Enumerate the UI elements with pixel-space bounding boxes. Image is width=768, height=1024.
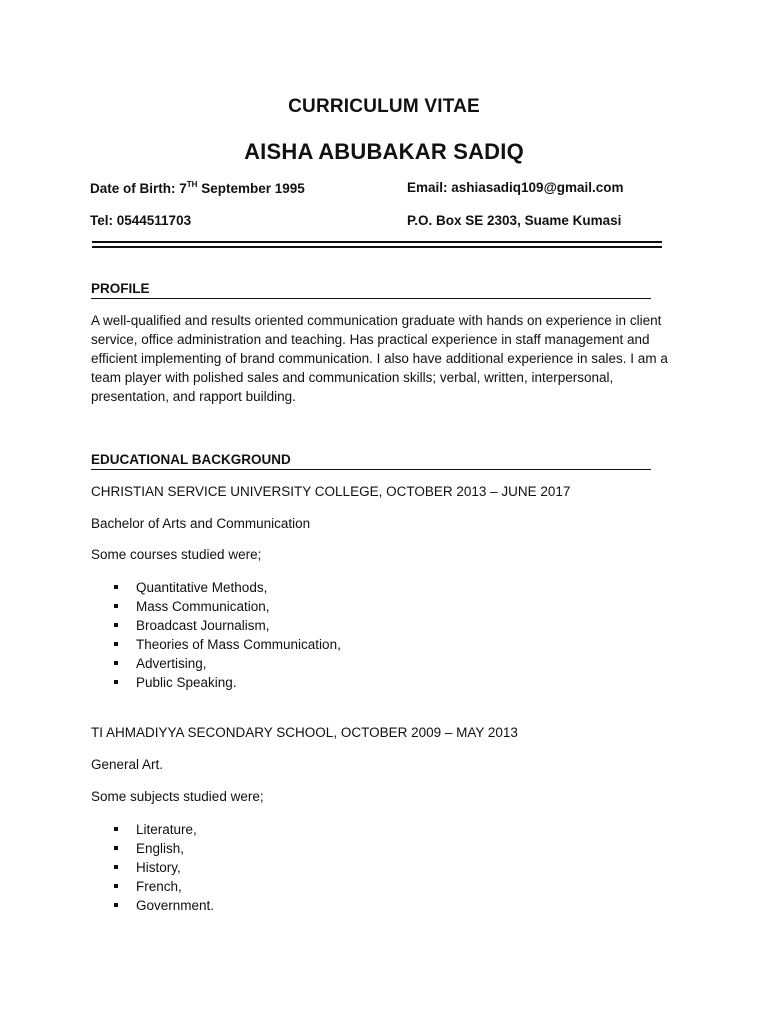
- university-entry: CHRISTIAN SERVICE UNIVERSITY COLLEGE, OCTOBER 2013 – JUNE 2017: [91, 484, 571, 499]
- subject-label: French,: [136, 879, 182, 894]
- profile-heading: PROFILE: [91, 280, 651, 299]
- subjects-intro: Some subjects studied were;: [91, 789, 264, 804]
- document-title: CURRICULUM VITAE: [288, 96, 480, 117]
- secondary-qualification: General Art.: [91, 757, 164, 772]
- email: Email: ashiasadiq109@gmail.com: [407, 180, 624, 195]
- telephone: Tel: 0544511703: [90, 213, 192, 228]
- list-item: [113, 839, 214, 858]
- list-item: [113, 654, 341, 673]
- list-item: [113, 820, 214, 839]
- dob-suffix: September 1995: [197, 181, 305, 196]
- square-bullet-icon: [114, 827, 118, 831]
- square-bullet-icon: [114, 661, 118, 665]
- square-bullet-icon: [114, 903, 118, 907]
- education-heading: EDUCATIONAL BACKGROUND: [91, 451, 651, 470]
- subject-label: English,: [136, 841, 185, 856]
- secondary-school-entry: TI AHMADIYYA SECONDARY SCHOOL, OCTOBER 2009 – MAY 2013: [91, 725, 518, 740]
- dob-prefix: Date of Birth: 7: [90, 181, 187, 196]
- university-qualification: Bachelor of Arts and Communication: [91, 516, 311, 531]
- course-label: Mass Communication,: [136, 599, 270, 614]
- square-bullet-icon: [114, 884, 118, 888]
- list-item: [113, 616, 341, 635]
- course-label: Public Speaking.: [136, 675, 237, 690]
- square-bullet-icon: [114, 865, 118, 869]
- subjects-list: [113, 820, 214, 915]
- header-divider-bottom: [92, 246, 662, 248]
- list-item: [113, 597, 341, 616]
- list-item: [113, 635, 341, 654]
- course-label: Theories of Mass Communication,: [136, 637, 341, 652]
- list-item: [113, 673, 341, 692]
- course-label: Quantitative Methods,: [136, 580, 268, 595]
- course-label: Broadcast Journalism,: [136, 618, 270, 633]
- subject-label: Government.: [136, 898, 215, 913]
- list-item: [113, 896, 214, 915]
- course-label: Advertising,: [136, 656, 207, 671]
- square-bullet-icon: [114, 604, 118, 608]
- subject-label: History,: [136, 860, 181, 875]
- square-bullet-icon: [114, 680, 118, 684]
- square-bullet-icon: [114, 846, 118, 850]
- profile-text: A well-qualified and results oriented communication graduate with hands on experience in client service, office administration and teaching. Has practical experience in staff management and efficient implementing of brand communication. I also have additional experience in sales. I am a team player with polished sales and communication skills; verbal, written, interpersonal, presentation, and rapport building.: [91, 313, 668, 404]
- courses-intro: Some courses studied were;: [91, 547, 262, 562]
- list-item: [113, 858, 214, 877]
- square-bullet-icon: [114, 585, 118, 589]
- courses-list: [113, 578, 341, 692]
- candidate-name: AISHA ABUBAKAR SADIQ: [244, 139, 524, 164]
- subject-label: Literature,: [136, 822, 197, 837]
- header-divider-top: [92, 241, 662, 243]
- square-bullet-icon: [114, 623, 118, 627]
- list-item: [113, 877, 214, 896]
- square-bullet-icon: [114, 642, 118, 646]
- dob-superscript: TH: [186, 180, 198, 189]
- date-of-birth: [90, 180, 305, 196]
- postal-address: P.O. Box SE 2303, Suame Kumasi: [407, 213, 622, 228]
- list-item: [113, 578, 341, 597]
